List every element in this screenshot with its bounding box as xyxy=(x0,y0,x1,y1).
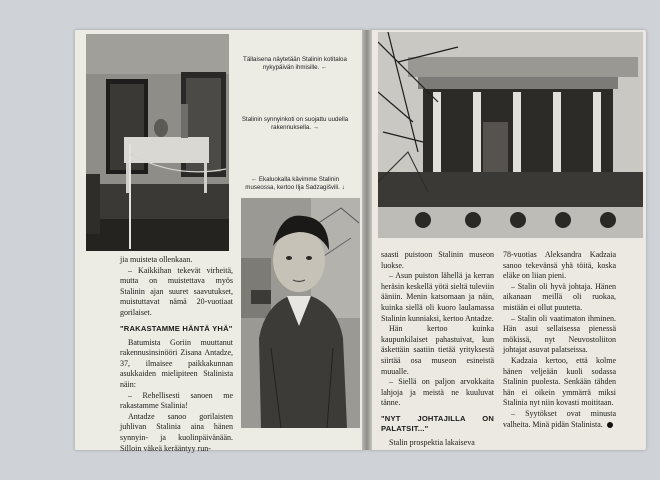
boy-portrait-photo xyxy=(241,198,360,428)
paragraph: – Kaikkihan tekevät virheitä, mutta on muistettava myös Stalinin ajan suuret saavutukset, muistuttavat nämä 20-vuotiaat gorilaiset. xyxy=(120,265,233,317)
caption-birthplace-protected: Stalinin synnyinkoti on suojattu uudella rakennuksella. → xyxy=(241,116,349,131)
paragraph: – Stalin oli vaatimaton ihminen. Hän asui sellaisessa pienessä mökissä, nyt Neuvostoliiton johtajat asuvat palatseissa. xyxy=(503,313,616,355)
paragraph: Hän kertoo kuinka kaupunkilaiset pahastuivat, kun äskettäin saatiin tietää yrityksestä siirtää osa museon esineistä muualle. xyxy=(381,324,494,376)
article-column-2 xyxy=(381,250,494,449)
paragraph: – Asun puiston lähellä ja kerran heräsin keskellä yötä sieltä tuleviin ääniin. Menin katsomaan ja näin, kuinka siellä oli kuoro laulamassa Stalinin kunniaksi, kertoo Antadze. xyxy=(381,271,494,323)
museum-pavilion-photo xyxy=(378,32,643,238)
paragraph: – Rehellisesti sanoen me rakastamme Stalinia! xyxy=(120,390,233,411)
caption-museum-visit: ← Ekaluokalla kävimme Stalinin museossa, kertoo Ilja Sadzagišvili. ↓ xyxy=(245,176,345,191)
article-column-1 xyxy=(120,255,233,454)
interior-photo xyxy=(86,34,229,251)
paragraph: – Siellä on paljon arvokkaita lahjoja ja meistä ne kuuluvat tänne. xyxy=(381,377,494,408)
paragraph: – Stalin oli hyvä johtaja. Hänen aikanaan meillä oli ruokaa, mistään ei ollut puutetta. xyxy=(503,281,616,312)
caption-home-today: Tällaisena näytetään Stalinin kotitaloa nykypäivän ihmisille. ← xyxy=(243,56,347,71)
paragraph: Batumista Goriin muuttanut rakennusinsinööri Zisana Antadze, 37, ilmaisee paikkakunnan asukkaiden mielipiteen Stalinista näin: xyxy=(120,337,233,389)
subheading: "NYT JOHTAJILLA ON PALATSIT..." xyxy=(381,413,494,433)
paragraph: Antadze sanoo gorilaisten juhlivan Stalinia aina hänen synnyin- ja kuolinpäivänään. Silloin väkeä kerääntyy run- xyxy=(120,411,233,453)
subheading: "RAKASTAMME HÄNTÄ YHÄ" xyxy=(120,323,233,333)
closing-sentence: – Syytökset ovat minusta valheita. Minä pidän Stalinista. xyxy=(503,408,616,429)
paragraph: Stalin prospektia lakaiseva xyxy=(389,437,475,447)
paragraph: 78-vuotias Aleksandra Kadzaia sanoo tekevänsä yhä töitä, koska eläke on liian pieni. xyxy=(503,250,616,281)
paragraph xyxy=(503,409,616,430)
paragraph: Kadzaia kertoo, että kolme hänen veljeään kuoli sodassa Stalinin puolesta. Senkään tähden hän ei oikein ymmärrä miksi Stalinia nyt niin kovasti moititaan. xyxy=(503,355,616,408)
end-mark-icon xyxy=(607,422,613,428)
paragraph: jia muisteta ollenkaan. xyxy=(120,255,193,264)
book-gutter xyxy=(362,30,372,450)
article-column-3 xyxy=(503,250,616,430)
paragraph: saasti puistoon Stalinin museon luokse. xyxy=(381,250,494,270)
